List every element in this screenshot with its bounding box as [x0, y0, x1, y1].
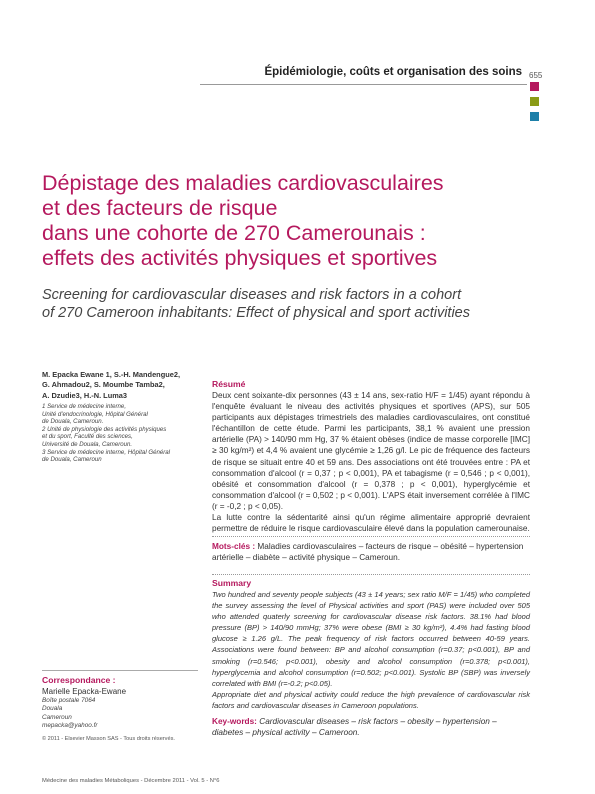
article-title: [42, 171, 522, 271]
affiliation-line: 3 Service de médecine interne, Hôpital Général: [42, 448, 171, 456]
address-line: Cameroun: [42, 713, 72, 721]
summary-paragraph: Appropriate diet and physical activity could reduce the high prevalence of cardiovascular risk factors and cardiovascular diseases in Cameroon populations.: [212, 689, 530, 710]
author-line: M. Epacka Ewane 1, S.-H. Mandengue2,: [42, 370, 180, 379]
summary-text: [212, 589, 530, 711]
title-line: dans une cohorte de 270 Camerounais :: [42, 221, 426, 245]
summary-paragraph: Two hundred and seventy people subjects (43 ± 14 years; sex ratio M/F = 1/45) who completed the survey assessing the level of Physical activities and sport (PAS) were included over 505 who attended quaterly screening for cardiovascular disease risk factors. 38.1% had blood pressure (BP) > 140/90 mmHg; 37% were obese (BMI ≥ 30 kg/m²), 4.4% had fasting blood glucose ≥ 1.26 g/L. The peak frequency of risk factors occurred between 40-59 years. Associations were found between: BP and alcohol consumption (r=0.37; p<0.001), BP and smoking (r=0.546; p<0.001), obesity and alcohol consumption (r=0.378; p<0.001), hyperglycemia and alcohol consumption (r=0.502; p<0.001). Systolic BP (SBP) was inversely correlated with BMI (r=-0.2; p<0.05).: [212, 590, 530, 688]
affiliation-line: Université de Douala, Cameroun.: [42, 440, 133, 448]
correspondance-address: [42, 697, 98, 730]
color-square-blue: [530, 112, 539, 121]
header-rule: [200, 84, 527, 85]
address-line: Douala: [42, 705, 63, 713]
affiliation-line: de Douala, Cameroun.: [42, 418, 104, 426]
page-number: 655: [529, 71, 543, 80]
mots-cles-label: Mots-clés :: [212, 542, 256, 551]
key-words-label: Key-words:: [212, 717, 257, 726]
key-words: [212, 716, 530, 738]
keywords-rule-bottom: [212, 574, 530, 575]
subtitle-line: of 270 Cameroon inhabitants: Effect of physical and sport activities: [42, 305, 470, 321]
title-line: Dépistage des maladies cardiovasculaires: [42, 171, 444, 195]
email-link[interactable]: mepacka@yahoo.fr: [42, 721, 98, 729]
affiliation-line: et du sport, Faculté des sciences,: [42, 433, 133, 441]
resume-heading: Résumé: [212, 379, 246, 389]
copyright: © 2011 - Elsevier Masson SAS - Tous droits réservés.: [42, 736, 175, 742]
title-line: effets des activités physiques et sportives: [42, 246, 438, 270]
section-header: Épidémiologie, coûts et organisation des soins: [264, 66, 522, 78]
subtitle-line: Screening for cardiovascular diseases and risk factors in a cohort: [42, 287, 462, 303]
affiliation-line: de Douala, Cameroun: [42, 456, 102, 464]
affiliations: [42, 403, 202, 464]
keywords-rule-top: [212, 536, 530, 537]
author-line: G. Ahmadou2, S. Moumbe Tamba2,: [42, 380, 165, 390]
key-words-text: Cardiovascular diseases – risk factors – obesity – hypertension – diabetes – physical activity – Cameroon.: [212, 717, 497, 738]
resume-text: [212, 390, 530, 534]
resume-paragraph: La lutte contre la sédentarité ainsi qu'un régime alimentaire approprié devraient permettre de réduire le risque cardiovasculaire élevé dans la population camerounaise.: [212, 513, 530, 534]
journal-footer: Médecine des maladies Métaboliques - Décembre 2011 - Vol. 5 - N°6: [42, 778, 220, 784]
title-line: et des facteurs de risque: [42, 196, 278, 220]
author-line: A. Dzudie3, H.-N. Luma3: [42, 390, 128, 400]
correspondance-label: Correspondance :: [42, 675, 116, 685]
mots-cles-text: Maladies cardiovasculaires – facteurs de risque – obésité – hypertension artérielle – diabète – activité physique – Cameroun.: [212, 542, 524, 563]
affiliation-line: 1 Service de médecine interne,: [42, 403, 127, 410]
resume-paragraph: Deux cent soixante-dix personnes (43 ± 14 ans, sex-ratio H/F = 1/45) ayant répondu à l'enquête évaluant le niveau des activités physiques et sportives (APS), sur 505 participants aux dépistages trimestriels des maladies cardiovasculaires, ont constitué l'échantillon de cette étude. Parmi les participants, 38,1 % avaient une pression artérielle (PA) > 140/90 mm Hg, 37 % étaient obèses (indice de masse corporelle [IMC] ≥ 30 kg/m²) et 4,4 % avaient une glycémie ≥ 1,26 g/l. Le pic de fréquence des facteurs de risque se situait entre 40 et 59 ans. Des associations ont été trouvées entre : PA et consommation d'alcool (r = 0,37 ; p < 0,001), PA et tabagisme (r = 0,546 ; p < 0,001), obésité et consommation d'alcool (r = 0,378 ; p < 0,001), hyperglycémie et consommation d'alcool (r = 0,502 ; p < 0,001). L'APS était inversement corrélée à l'IMC (r = -0,2 ; p < 0,05).: [212, 391, 530, 511]
affiliation-line: 2 Unité de physiologie des activités physiques: [42, 425, 167, 433]
correspondance-name: Marielle Epacka-Ewane: [42, 687, 127, 696]
summary-heading: Summary: [212, 578, 252, 588]
color-square-olive: [530, 97, 539, 106]
author-list: [42, 370, 202, 401]
address-line: Boîte postale 7064: [42, 697, 96, 704]
color-square-magenta: [530, 82, 539, 91]
mots-cles: [212, 541, 530, 563]
article-subtitle: [42, 286, 532, 322]
correspondance-rule: [42, 670, 198, 671]
affiliation-line: Unité d'endocrinologie, Hôpital Général: [42, 410, 148, 418]
